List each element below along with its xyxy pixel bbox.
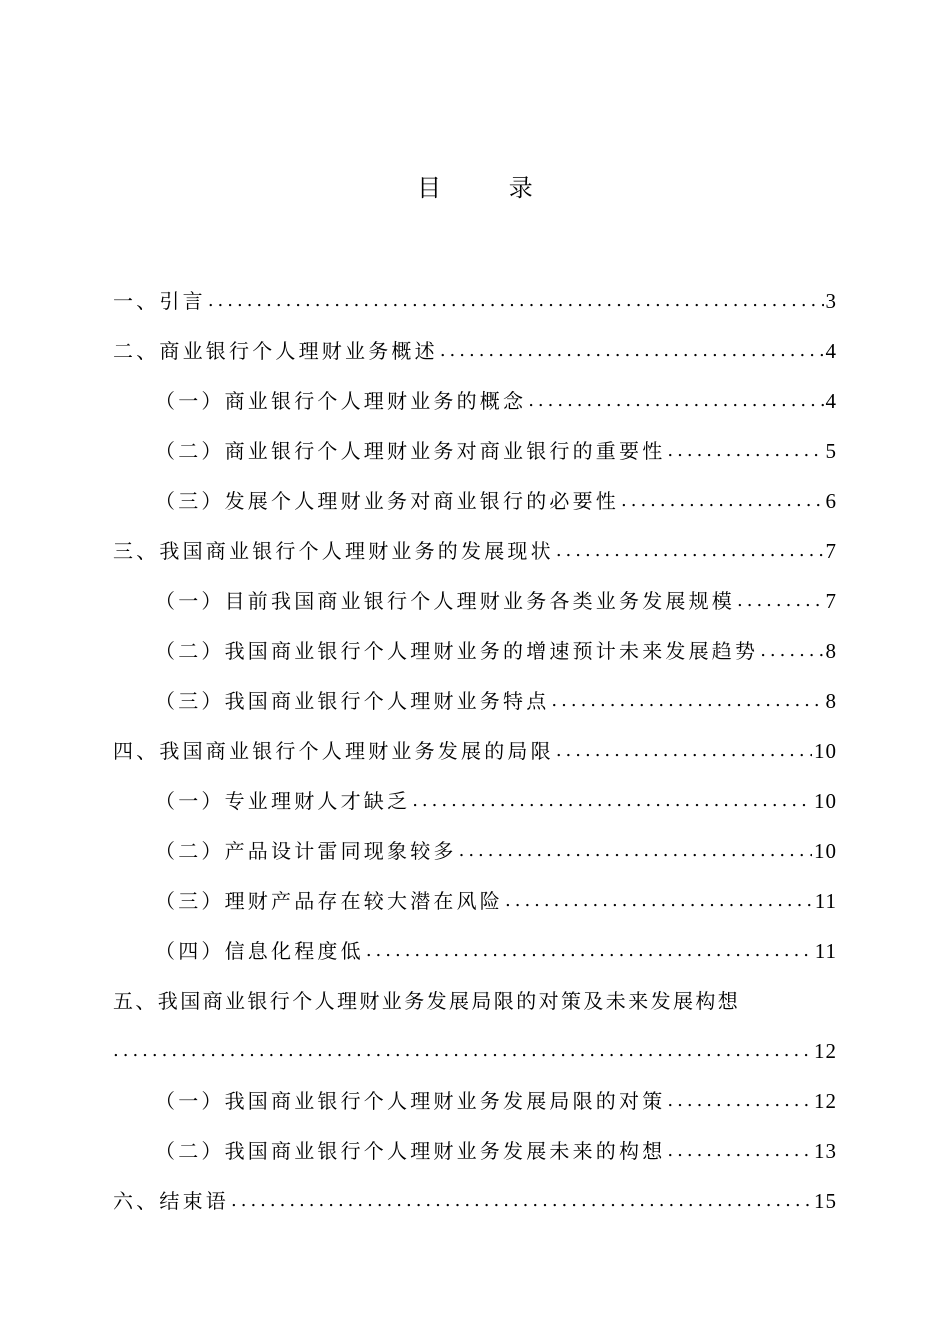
toc-leader-dots — [621, 488, 824, 514]
toc-entry-section-3[interactable] — [113, 518, 837, 568]
toc-leader-dots — [366, 938, 813, 964]
toc-page-number: 11 — [814, 939, 837, 963]
toc-entry-text: （一）目前我国商业银行个人理财业务各类业务发展规模 — [155, 589, 735, 613]
toc-entry-text: 五、我国商业银行个人理财业务发展局限的对策及未来发展构想 — [113, 989, 741, 1013]
toc-leader-dots — [667, 1138, 812, 1164]
toc-leader-dots — [760, 638, 823, 664]
toc-entry-text: 六、结束语 — [113, 1189, 229, 1213]
toc-page-number: 13 — [814, 1139, 837, 1163]
toc-leader-dots — [737, 588, 824, 614]
toc-page-number: 8 — [825, 639, 837, 663]
toc-entry-section-2[interactable] — [113, 318, 837, 368]
toc-leader-dots — [208, 288, 824, 314]
toc-leader-dots — [556, 538, 824, 564]
toc-page-number: 12 — [814, 1089, 837, 1113]
toc-entry-text: （三）发展个人理财业务对商业银行的必要性 — [155, 489, 619, 513]
toc-entry-text: （一）专业理财人才缺乏 — [155, 789, 411, 813]
toc-entry-text: （三）理财产品存在较大潜在风险 — [155, 889, 503, 913]
toc-page-number: 4 — [825, 339, 837, 363]
toc-entry-text: （四）信息化程度低 — [155, 939, 364, 963]
toc-page-number: 8 — [825, 689, 837, 713]
toc-leader-dots — [505, 888, 813, 914]
toc-leader-dots — [551, 688, 823, 714]
toc-entry-text: 一、引言 — [113, 289, 206, 313]
toc-leader-dots — [231, 1188, 812, 1214]
toc-entry-section-4-1[interactable] — [113, 768, 837, 818]
toc-leader-dots — [667, 1088, 812, 1114]
toc-page-number: 11 — [814, 889, 837, 913]
toc-entry-section-4[interactable] — [113, 718, 837, 768]
toc-entry-section-3-1[interactable] — [113, 568, 837, 618]
toc-entry-text: （三）我国商业银行个人理财业务特点 — [155, 689, 550, 713]
toc-page-number: 7 — [825, 539, 837, 563]
toc-entry-text: （二）商业银行个人理财业务对商业银行的重要性 — [155, 439, 666, 463]
toc-entry-section-2-1[interactable] — [113, 368, 837, 418]
toc-page-number: 10 — [814, 839, 837, 863]
toc-entry-text: 二、商业银行个人理财业务概述 — [113, 339, 438, 363]
toc-page-number: 10 — [814, 739, 837, 763]
toc-leader-dots — [459, 838, 812, 864]
toc-entry-introduction[interactable] — [113, 268, 837, 318]
toc-list — [113, 268, 837, 1218]
toc-entry-text: （二）我国商业银行个人理财业务发展未来的构想 — [155, 1139, 666, 1163]
toc-leader-dots — [440, 338, 824, 364]
toc-page-number: 5 — [825, 439, 837, 463]
toc-entry-section-2-2[interactable] — [113, 418, 837, 468]
toc-entry-section-5-2[interactable] — [113, 1118, 837, 1168]
toc-entry-text: 四、我国商业银行个人理财业务发展的局限 — [113, 739, 554, 763]
toc-entry-text: （一）商业银行个人理财业务的概念 — [155, 389, 527, 413]
toc-entry-section-2-3[interactable] — [113, 468, 837, 518]
toc-entry-section-4-2[interactable] — [113, 818, 837, 868]
toc-leader-dots — [667, 438, 823, 464]
toc-page-number: 10 — [814, 789, 837, 813]
toc-entry-section-5[interactable] — [113, 968, 837, 1018]
toc-entry-section-3-2[interactable] — [113, 618, 837, 668]
toc-page-number: 12 — [814, 1039, 837, 1063]
toc-entry-text: 三、我国商业银行个人理财业务的发展现状 — [113, 539, 554, 563]
toc-leader-dots — [412, 788, 812, 814]
toc-title: 目 录 — [417, 174, 563, 202]
toc-entry-section-4-4[interactable] — [113, 918, 837, 968]
toc-entry-section-5-1[interactable] — [113, 1068, 837, 1118]
toc-page-number: 15 — [814, 1189, 837, 1213]
toc-leader-dots — [556, 738, 812, 764]
toc-entry-section-5-continued[interactable] — [113, 1018, 837, 1068]
toc-leader-dots — [113, 1038, 812, 1064]
toc-page-number: 3 — [825, 289, 837, 313]
toc-entry-section-3-3[interactable] — [113, 668, 837, 718]
toc-entry-text: （二）产品设计雷同现象较多 — [155, 839, 457, 863]
toc-page-number: 4 — [825, 389, 837, 413]
toc-page-number: 7 — [825, 589, 837, 613]
toc-page-number: 6 — [825, 489, 837, 513]
toc-entry-conclusion[interactable] — [113, 1168, 837, 1218]
toc-entry-text: （一）我国商业银行个人理财业务发展局限的对策 — [155, 1089, 666, 1113]
toc-entry-section-4-3[interactable] — [113, 868, 837, 918]
toc-leader-dots — [528, 388, 823, 414]
toc-entry-text: （二）我国商业银行个人理财业务的增速预计未来发展趋势 — [155, 639, 759, 663]
